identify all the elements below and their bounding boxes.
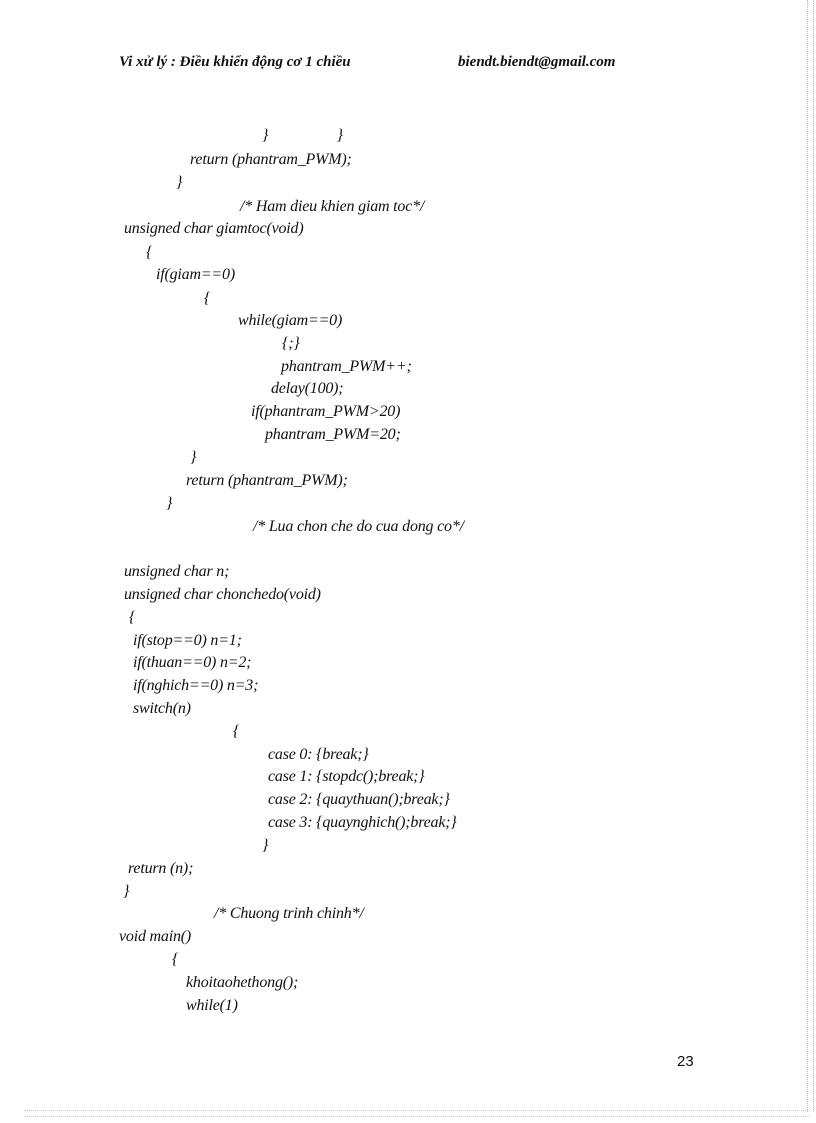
code-line: unsigned char giamtoc(void) xyxy=(124,220,304,237)
code-line: if(stop==0) n=1; xyxy=(133,632,242,649)
code-comment: /* Lua chon che do cua dong co*/ xyxy=(253,518,464,535)
code-line: delay(100); xyxy=(271,380,344,397)
code-line: unsigned char n; xyxy=(124,563,230,580)
code-line: while(giam==0) xyxy=(238,312,343,329)
code-line: if(nghich==0) n=3; xyxy=(133,677,259,694)
code-line: { xyxy=(233,723,240,740)
code-comment: /* Chuong trinh chinh*/ xyxy=(214,905,364,922)
code-line: } xyxy=(190,449,197,466)
code-line: void main() xyxy=(119,928,192,945)
code-line: case 1: {stopdc();break;} xyxy=(268,768,425,785)
header-title: Vi xử lý : Điều khiển động cơ 1 chiều xyxy=(119,54,351,70)
code-line: } xyxy=(123,883,130,900)
code-line: return (n); xyxy=(128,860,194,877)
page-number: 23 xyxy=(677,1053,694,1070)
code-line: return (phantram_PWM); xyxy=(190,151,352,168)
code-line: {;} xyxy=(282,335,300,352)
page-border-bottom xyxy=(24,1110,810,1117)
code-line: { xyxy=(129,609,136,626)
code-line: { xyxy=(172,951,179,968)
code-line: { xyxy=(146,244,153,261)
code-line: if(phantram_PWM>20) xyxy=(251,403,401,420)
code-line: unsigned char chonchedo(void) xyxy=(124,586,321,603)
code-line: return (phantram_PWM); xyxy=(186,472,348,489)
header-email: biendt.biendt@gmail.com xyxy=(458,54,616,70)
code-line: khoitaohethong(); xyxy=(186,974,299,991)
code-line: phantram_PWM++; xyxy=(281,358,412,375)
code-line: case 2: {quaythuan();break;} xyxy=(268,791,450,808)
code-line: case 0: {break;} xyxy=(268,746,369,763)
code-line: switch(n) xyxy=(133,700,191,717)
page-border-right xyxy=(807,0,814,1112)
code-line: { xyxy=(204,290,211,307)
code-line: case 3: {quaynghich();break;} xyxy=(268,814,457,831)
code-line: } xyxy=(176,174,183,191)
code-line: if(giam==0) xyxy=(156,266,235,283)
code-line: while(1) xyxy=(186,997,238,1014)
code-line: } } xyxy=(262,127,343,144)
code-line: if(thuan==0) n=2; xyxy=(133,654,252,671)
code-comment: /* Ham dieu khien giam toc*/ xyxy=(240,198,425,215)
code-line: phantram_PWM=20; xyxy=(265,426,401,443)
code-line: } xyxy=(262,837,269,854)
code-line: } xyxy=(166,495,173,512)
